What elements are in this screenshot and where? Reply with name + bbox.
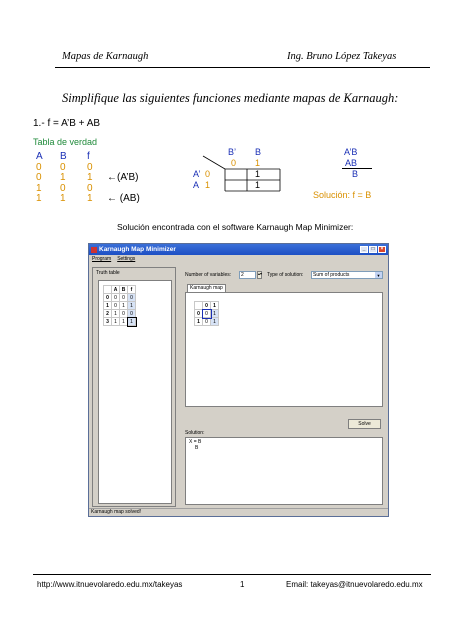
cell: 1 (211, 310, 219, 318)
kmap-col-value-1: 1 (255, 158, 261, 168)
header-right: Ing. Bruno López Takeyas (287, 51, 397, 62)
table-row (104, 302, 136, 310)
cell: 1 (112, 310, 120, 318)
kmap-col-header-1: B (255, 147, 262, 157)
footer-page-number: 1 (240, 580, 245, 589)
cell: 0 (60, 182, 66, 194)
cell: 0 (120, 294, 128, 302)
header-rule (55, 67, 430, 68)
solution-line: B (195, 445, 199, 451)
cell: 0 (203, 310, 211, 318)
solution-line: X = B (189, 439, 202, 445)
cell: 0 (36, 161, 42, 173)
term-ab: AB (345, 158, 358, 168)
cell: 0 (87, 182, 93, 194)
cell: 0 (203, 302, 211, 310)
close-icon[interactable]: × (378, 246, 386, 253)
app-window (88, 243, 389, 517)
solution-type-value: Sum of products (313, 272, 350, 278)
header-left: Mapas de Karnaugh (62, 51, 149, 62)
table-row (195, 310, 219, 318)
cell: 1 (120, 318, 128, 326)
cell: 0 (203, 318, 211, 326)
cell: 1 (36, 182, 42, 194)
solution-type-select[interactable] (311, 271, 383, 279)
th-b: B (60, 151, 67, 162)
cell[interactable]: 1 (128, 318, 136, 326)
footer-email[interactable]: Email: takeyas@itnuevolaredo.edu.mx (286, 580, 423, 589)
cell: 0 (87, 161, 93, 173)
cell: 1 (60, 172, 66, 183)
menu-program[interactable]: Program (92, 256, 112, 262)
section-heading: Simplifique las siguientes funciones mediante mapas de Karnaugh: (62, 91, 399, 105)
th-a: A (36, 151, 43, 162)
num-vars-label: Number of variables: (185, 272, 232, 278)
problem-statement: 1.- f = A’B + AB (33, 118, 101, 129)
truth-table-row (36, 194, 140, 205)
cell: 0 (195, 310, 203, 318)
row-note: ←(A’B) (107, 172, 139, 183)
cell: 1 (87, 172, 93, 183)
cell: 0 (112, 294, 120, 302)
tab-karnaugh-map[interactable]: Karnaugh map (187, 284, 226, 293)
th-f: f (87, 151, 90, 162)
kmap-col-header-0: B’ (228, 147, 237, 157)
kmap-row-header-1: A (193, 180, 200, 190)
solution-label: Solution: (185, 430, 205, 436)
cell: 1 (104, 302, 112, 310)
footer-rule (33, 574, 431, 575)
figure-caption: Solución encontrada con el software Karnaugh Map Minimizer: (117, 222, 354, 232)
kmap-grid (195, 150, 285, 195)
app-titlebar (89, 244, 388, 255)
kmap-col-value-0: 0 (231, 158, 237, 168)
cell[interactable]: 0 (128, 294, 136, 302)
truth-table-row (36, 173, 140, 184)
menu-settings[interactable]: Settings (117, 256, 136, 262)
chevron-down-icon[interactable]: ▼ (376, 273, 381, 278)
kmap-cell: 1 (255, 169, 261, 179)
menubar (89, 255, 388, 263)
term-b: B (352, 169, 359, 179)
truth-table-header (36, 152, 140, 163)
cell: 1 (120, 302, 128, 310)
cell: 1 (36, 193, 42, 204)
spinner-icon[interactable]: ▴▾ (257, 271, 262, 279)
cell: f (128, 286, 136, 294)
minimize-icon[interactable]: _ (360, 246, 368, 253)
footer-url[interactable]: http://www.itnuevolaredo.edu.mx/takeyas (37, 580, 183, 589)
cell: 1 (112, 318, 120, 326)
cell (195, 302, 203, 310)
app-truth-table (103, 285, 136, 326)
truth-table-label: Truth table (96, 270, 120, 276)
cell: 2 (104, 310, 112, 318)
cell: 1 (211, 318, 219, 326)
cell: 0 (60, 161, 66, 173)
truth-table (36, 152, 140, 205)
table-row (104, 318, 136, 326)
cell: 1 (195, 318, 203, 326)
cell: 0 (36, 172, 42, 183)
table-row (104, 294, 136, 302)
table-row (195, 318, 219, 326)
karnaugh-map-panel (185, 292, 383, 407)
app-icon (91, 247, 97, 253)
cell[interactable]: 1 (128, 302, 136, 310)
kmap-cell: 1 (255, 180, 261, 190)
cell: 0 (112, 302, 120, 310)
maximize-icon[interactable]: □ (369, 246, 377, 253)
cell: B (120, 286, 128, 294)
cell: 1 (60, 193, 66, 204)
cell: 0 (104, 294, 112, 302)
solution-type-label: Type of solution: (267, 272, 304, 278)
solution-text: Solución: f = B (313, 190, 372, 200)
status-bar: Karnaugh map solved! (89, 508, 388, 516)
app-title: Karnaugh Map Minimizer (99, 246, 176, 253)
table-row (104, 310, 136, 318)
solution-output[interactable] (185, 437, 383, 505)
cell: 0 (120, 310, 128, 318)
cell (104, 286, 112, 294)
truth-table-panel (92, 267, 176, 507)
truth-table-title: Tabla de verdad (33, 137, 98, 147)
cell: 1 (87, 193, 93, 204)
app-kmap (194, 301, 219, 326)
num-vars-input[interactable]: 2 (239, 271, 256, 279)
term-a-prime-b: A’B (344, 147, 358, 157)
cell[interactable]: 0 (128, 310, 136, 318)
kmap-row-value-0: 0 (205, 169, 211, 179)
cell: 1 (211, 302, 219, 310)
cell: A (112, 286, 120, 294)
kmap-row-header-0: A’ (193, 169, 201, 179)
truth-table-grid-area[interactable] (98, 280, 172, 504)
kmap-row-value-1: 1 (205, 180, 211, 190)
row-note: ← (AB) (107, 193, 140, 204)
solve-button[interactable]: Solve (348, 419, 381, 429)
cell: 3 (104, 318, 112, 326)
